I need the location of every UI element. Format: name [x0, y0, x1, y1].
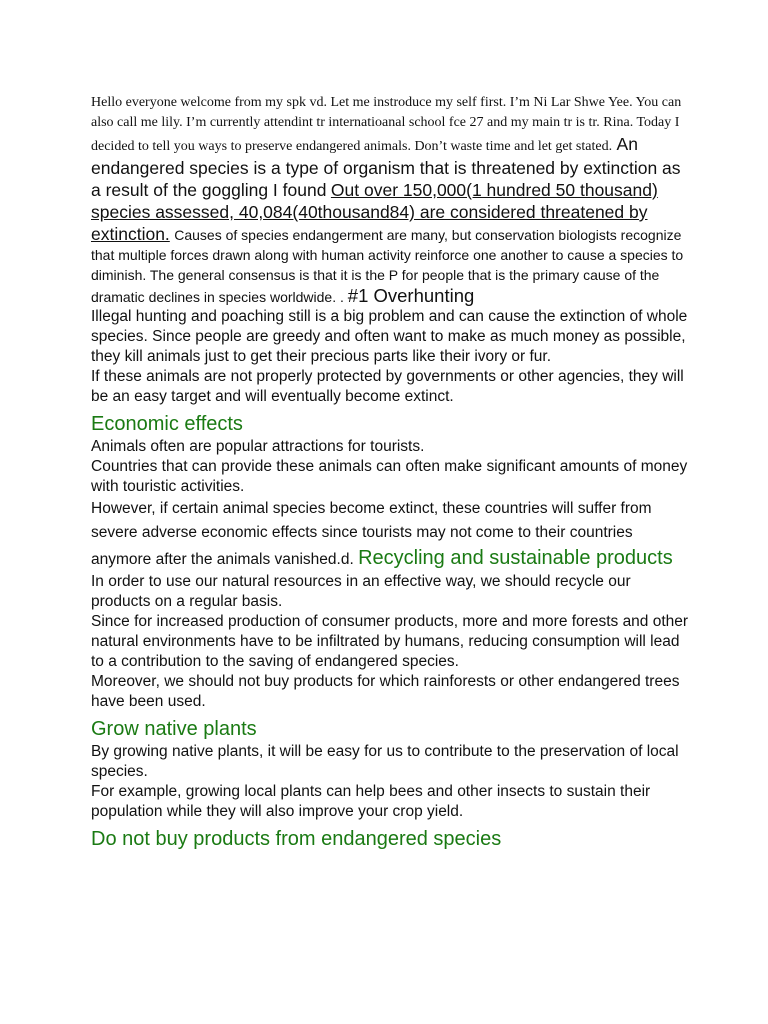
economic-p3-wrapper: [91, 497, 691, 572]
document-content: [91, 93, 691, 852]
overhunting-p2: If these animals are not properly protected by governments or other agencies, they will be an easy target and will eventually become extinct.: [91, 368, 684, 405]
economic-p1: Animals often are popular attractions for tourists.: [91, 438, 425, 455]
recycling-p2: Since for increased production of consumer products, more and more forests and other natural environments have to be infiltrated by humans, reducing consumption will lead to a contribution to the saving of endangered species.: [91, 613, 689, 670]
intro-paragraph: [91, 93, 691, 307]
recycling-heading: Recycling and sustainable products: [358, 547, 673, 569]
intro-serif-text: Hello everyone welcome from my spk vd. Let me instroduce my self first. I’m Ni Lar Shwe Yee. You can also call me lily. I’m currently attendint tr internatioanal school fce 27 and my main tr is tr. Rina. Today I decided to tell you ways to preserve endangered animals. Don’t waste time and let get stated.: [91, 95, 682, 154]
stat-underlined-text: Out over 150,000(1 hundred 50 thousand) species assessed, 40,084(40thousand84) are considered threatened by extinction.: [91, 180, 658, 244]
overhunting-heading: #1 Overhunting: [347, 285, 475, 306]
definition-text: An endangered species is a type of organism that is threatened by extinction as a result of the goggling I found: [91, 134, 681, 200]
recycling-p3: Moreover, we should not buy products for which rainforests or other endangered trees have been used.: [91, 673, 680, 710]
overhunting-p1: Illegal hunting and poaching still is a big problem and can cause the extinction of whole species. Since people are greedy and often want to make as much money as possible, they kill animals just to get their precious parts like their ivory or fur.: [91, 308, 688, 365]
native-p2: For example, growing local plants can help bees and other insects to sustain their population while they will also improve your crop yield.: [91, 783, 651, 820]
native-p1: By growing native plants, it will be easy for us to contribute to the preservation of local species.: [91, 743, 679, 780]
last-heading: Do not buy products from endangered species: [91, 828, 502, 850]
recycling-p1: In order to use our natural resources in an effective way, we should recycle our products on a regular basis.: [91, 573, 631, 610]
native-heading: Grow native plants: [91, 718, 257, 740]
economic-heading: Economic effects: [91, 413, 243, 435]
economic-p2: Countries that can provide these animals can often make significant amounts of money with touristic activities.: [91, 458, 688, 495]
causes-text: Causes of species endangerment are many, but conservation biologists recognize that multiple forces drawn along with human activity reinforce one another to cause a species to diminish. The general consensus is that it is the P for people that is the primary cause of the dramatic declines in species worldwide.: [91, 227, 684, 305]
economic-p3: However, if certain animal species become extinct, these countries will suffer from severe adverse economic effects since tourists may not come to their countries anymore after the animals vanished.d.: [91, 500, 652, 568]
causes-trail: .: [336, 289, 348, 305]
